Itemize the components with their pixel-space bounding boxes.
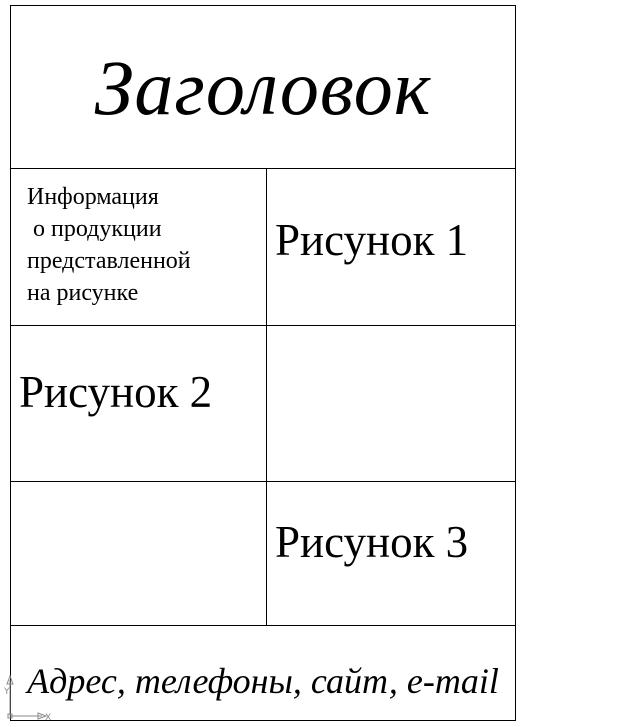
y-axis-label: Y — [4, 687, 10, 697]
x-axis-label: X — [45, 713, 52, 723]
figure-2-label: Рисунок 2 — [19, 367, 213, 417]
layout-sheet — [10, 5, 516, 721]
divider-footer — [11, 625, 515, 626]
divider-row-1 — [11, 325, 515, 326]
page-title: Заголовок — [94, 43, 432, 131]
product-info-text: Информация о продукции представленной на рисунке — [27, 184, 191, 306]
divider-title — [11, 168, 515, 169]
figure-1-label: Рисунок 1 — [275, 215, 469, 265]
figure-3-label: Рисунок 3 — [275, 517, 469, 567]
contact-footer: Адрес, телефоны, сайт, e-mail — [27, 661, 499, 701]
divider-row-2 — [11, 481, 515, 482]
divider-column — [266, 169, 267, 626]
ucs-axis-icon — [2, 672, 57, 724]
